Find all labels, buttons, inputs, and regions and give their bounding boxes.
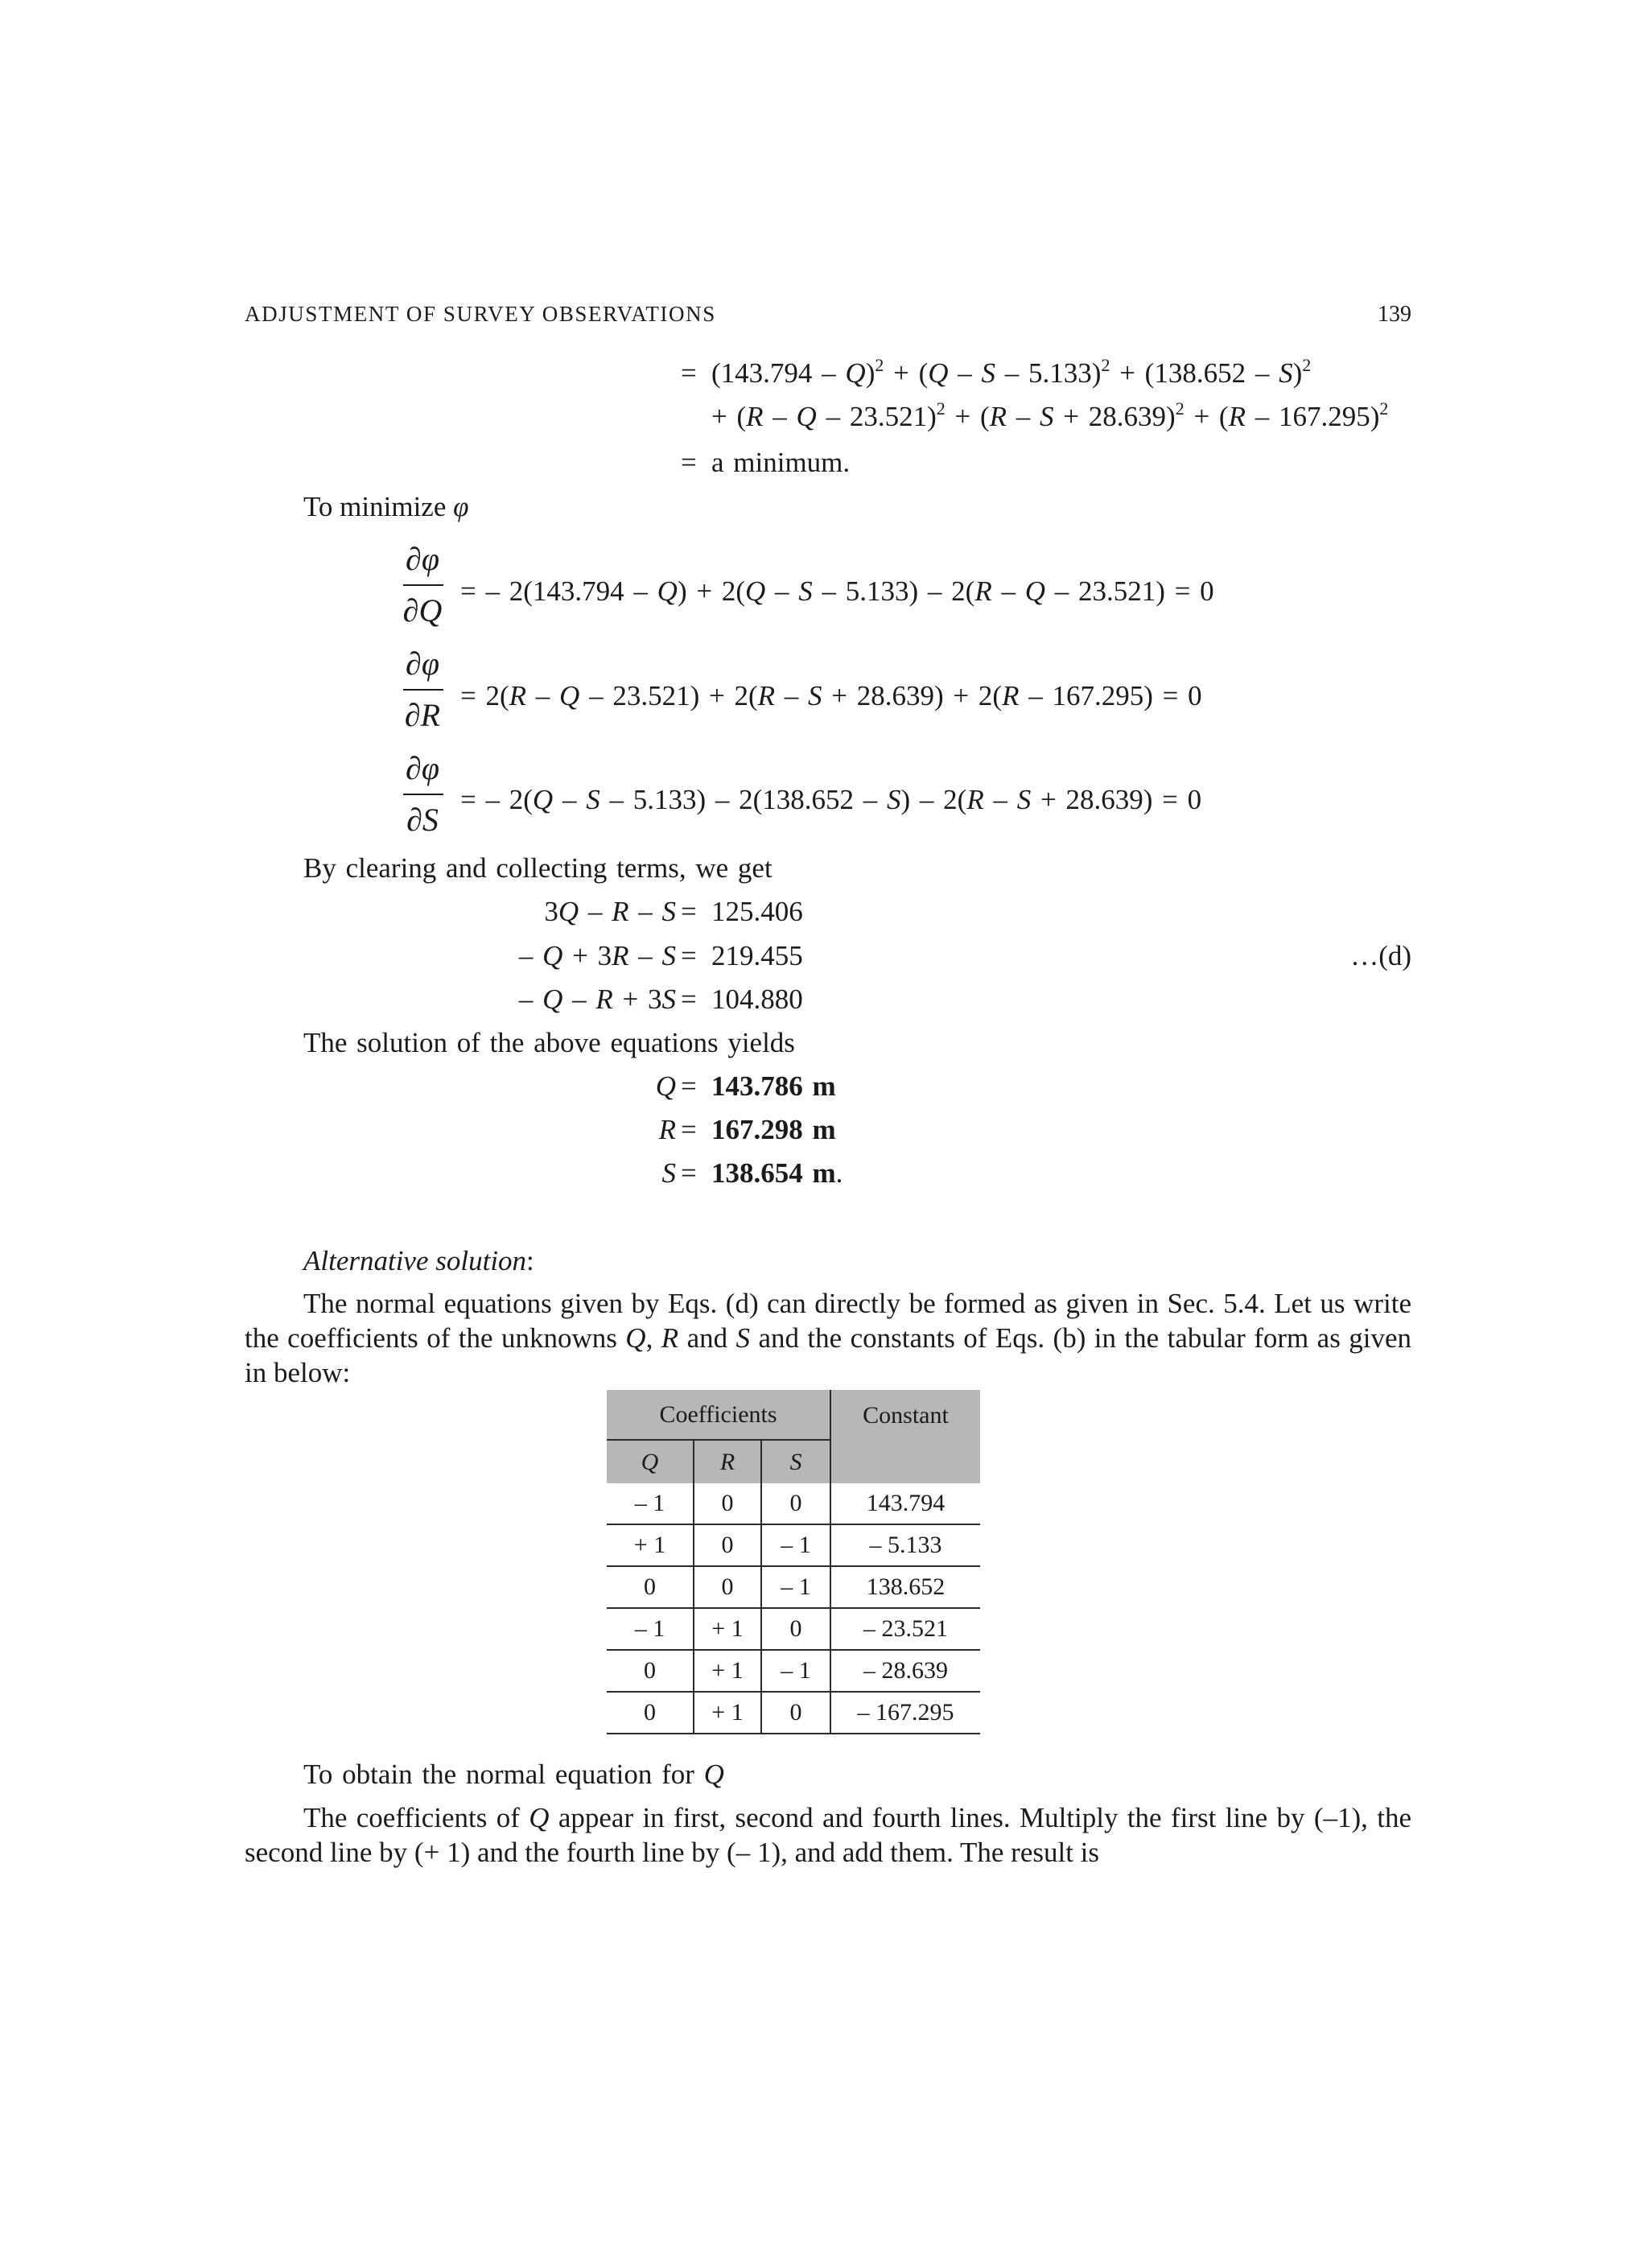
solution-q-var: Q bbox=[655, 1070, 676, 1102]
table-cell: 0 bbox=[694, 1524, 761, 1566]
table-cell: + 1 bbox=[694, 1608, 761, 1650]
table-cell: 0 bbox=[607, 1650, 694, 1692]
derivative-r-fraction: ∂φ ∂R bbox=[398, 644, 447, 736]
derivative-q-equation: = – 2(143.794 – Q) + 2(Q – S – 5.133) – 2(R – Q – 23.521) = 0 bbox=[460, 575, 1214, 607]
obtain-normal-equation-text: To obtain the normal equation for Q bbox=[303, 1759, 724, 1790]
solution-q-value: = 143.786 m bbox=[681, 1070, 836, 1102]
table-row bbox=[607, 1566, 980, 1608]
normal-eq-3-rhs: = 104.880 bbox=[681, 983, 803, 1015]
solution-text: The solution of the above equations yields bbox=[303, 1027, 795, 1058]
table-cell: 0 bbox=[694, 1566, 761, 1608]
table-cell: – 167.295 bbox=[830, 1692, 980, 1734]
derivative-q-fraction: ∂φ ∂Q bbox=[402, 541, 443, 629]
table-cell: – 1 bbox=[761, 1650, 830, 1692]
table-row bbox=[607, 1524, 980, 1566]
table-subheader-s: S bbox=[761, 1440, 830, 1483]
derivative-r-equation: = 2(R – Q – 23.521) + 2(R – S + 28.639) + 2(R – 167.295) = 0 bbox=[460, 680, 1202, 711]
table-cell: – 23.521 bbox=[830, 1608, 980, 1650]
table-cell: – 28.639 bbox=[830, 1650, 980, 1692]
table-cell: 0 bbox=[607, 1566, 694, 1608]
objective-line-3: = a minimum. bbox=[681, 447, 851, 478]
normal-eq-3-lhs: – Q – R + 3S bbox=[518, 983, 676, 1015]
alternative-solution-heading: Alternative solution: bbox=[303, 1245, 534, 1276]
table-row bbox=[607, 1692, 980, 1734]
table-cell: – 5.133 bbox=[830, 1524, 980, 1566]
normal-eq-2-lhs: – Q + 3R – S bbox=[518, 940, 676, 971]
normal-eq-1-lhs: 3Q – R – S bbox=[544, 896, 676, 927]
solution-s-value: = 138.654 m. bbox=[681, 1157, 843, 1189]
derivative-s-equation: = – 2(Q – S – 5.133) – 2(138.652 – S) – 2(R – S + 28.639) = 0 bbox=[460, 784, 1202, 815]
table-cell: + 1 bbox=[694, 1650, 761, 1692]
table-subheader-r: R bbox=[694, 1440, 761, 1483]
table-row bbox=[607, 1650, 980, 1692]
table-row bbox=[607, 1483, 980, 1524]
normal-eq-2-rhs: = 219.455 bbox=[681, 940, 803, 971]
table-cell: – 1 bbox=[761, 1566, 830, 1608]
solution-r-value: = 167.298 m bbox=[681, 1114, 836, 1145]
final-paragraph: The coefficients of Q appear in first, second and fourth lines. Multiply the first line by (–1), the second line by (+ 1) and the fourth line by (– 1), and add them. The result is bbox=[245, 1802, 1411, 1868]
page-number: 139 bbox=[1378, 302, 1411, 327]
table-cell: 0 bbox=[694, 1483, 761, 1524]
table-cell: + 1 bbox=[694, 1692, 761, 1734]
objective-line-2: + $(R - Q - 23.521)^2 + (R - S + 28.639)^2 + (R - 167.295)^2$ bbox=[711, 398, 1389, 432]
normal-eq-1-rhs: = 125.406 bbox=[681, 896, 803, 927]
alternative-paragraph: The normal equations given by Eqs. (d) can directly be formed as given in Sec. 5.4. Let us write the coefficients of the unknowns Q, R and S and the constants of Eqs. (b) in the tabular form as given in below: bbox=[245, 1288, 1412, 1388]
table-subheader-q: Q bbox=[607, 1440, 694, 1483]
clearing-text: By clearing and collecting terms, we get bbox=[303, 852, 772, 884]
table-cell: – 1 bbox=[607, 1608, 694, 1650]
table-cell: + 1 bbox=[607, 1524, 694, 1566]
equation-label-d: …(d) bbox=[1350, 940, 1411, 971]
table-header-coefficients: Coefficients bbox=[607, 1390, 830, 1440]
objective-line-1: = (143.794 – Q)$^2$ + (Q – S – 5.133)$^2$ + (138.652 – S)$^2$ bbox=[681, 355, 1312, 389]
derivative-s-fraction: ∂φ ∂S bbox=[398, 748, 447, 840]
running-head: ADJUSTMENT OF SURVEY OBSERVATIONS bbox=[245, 302, 716, 326]
table-cell: – 1 bbox=[761, 1524, 830, 1566]
solution-s-var: S bbox=[661, 1157, 676, 1189]
table-cell: 143.794 bbox=[830, 1483, 980, 1524]
table-cell: 0 bbox=[761, 1692, 830, 1734]
table-cell: 0 bbox=[761, 1608, 830, 1650]
table-header-constant: Constant bbox=[863, 1402, 949, 1429]
solution-r-var: R bbox=[658, 1114, 676, 1145]
coefficients-table bbox=[607, 1390, 980, 1734]
table-cell: – 1 bbox=[607, 1483, 694, 1524]
table-cell: 138.652 bbox=[830, 1566, 980, 1608]
table-cell: 0 bbox=[761, 1483, 830, 1524]
to-minimize: To minimize φ bbox=[303, 491, 469, 522]
table-cell: 0 bbox=[607, 1692, 694, 1734]
table-row bbox=[607, 1608, 980, 1650]
